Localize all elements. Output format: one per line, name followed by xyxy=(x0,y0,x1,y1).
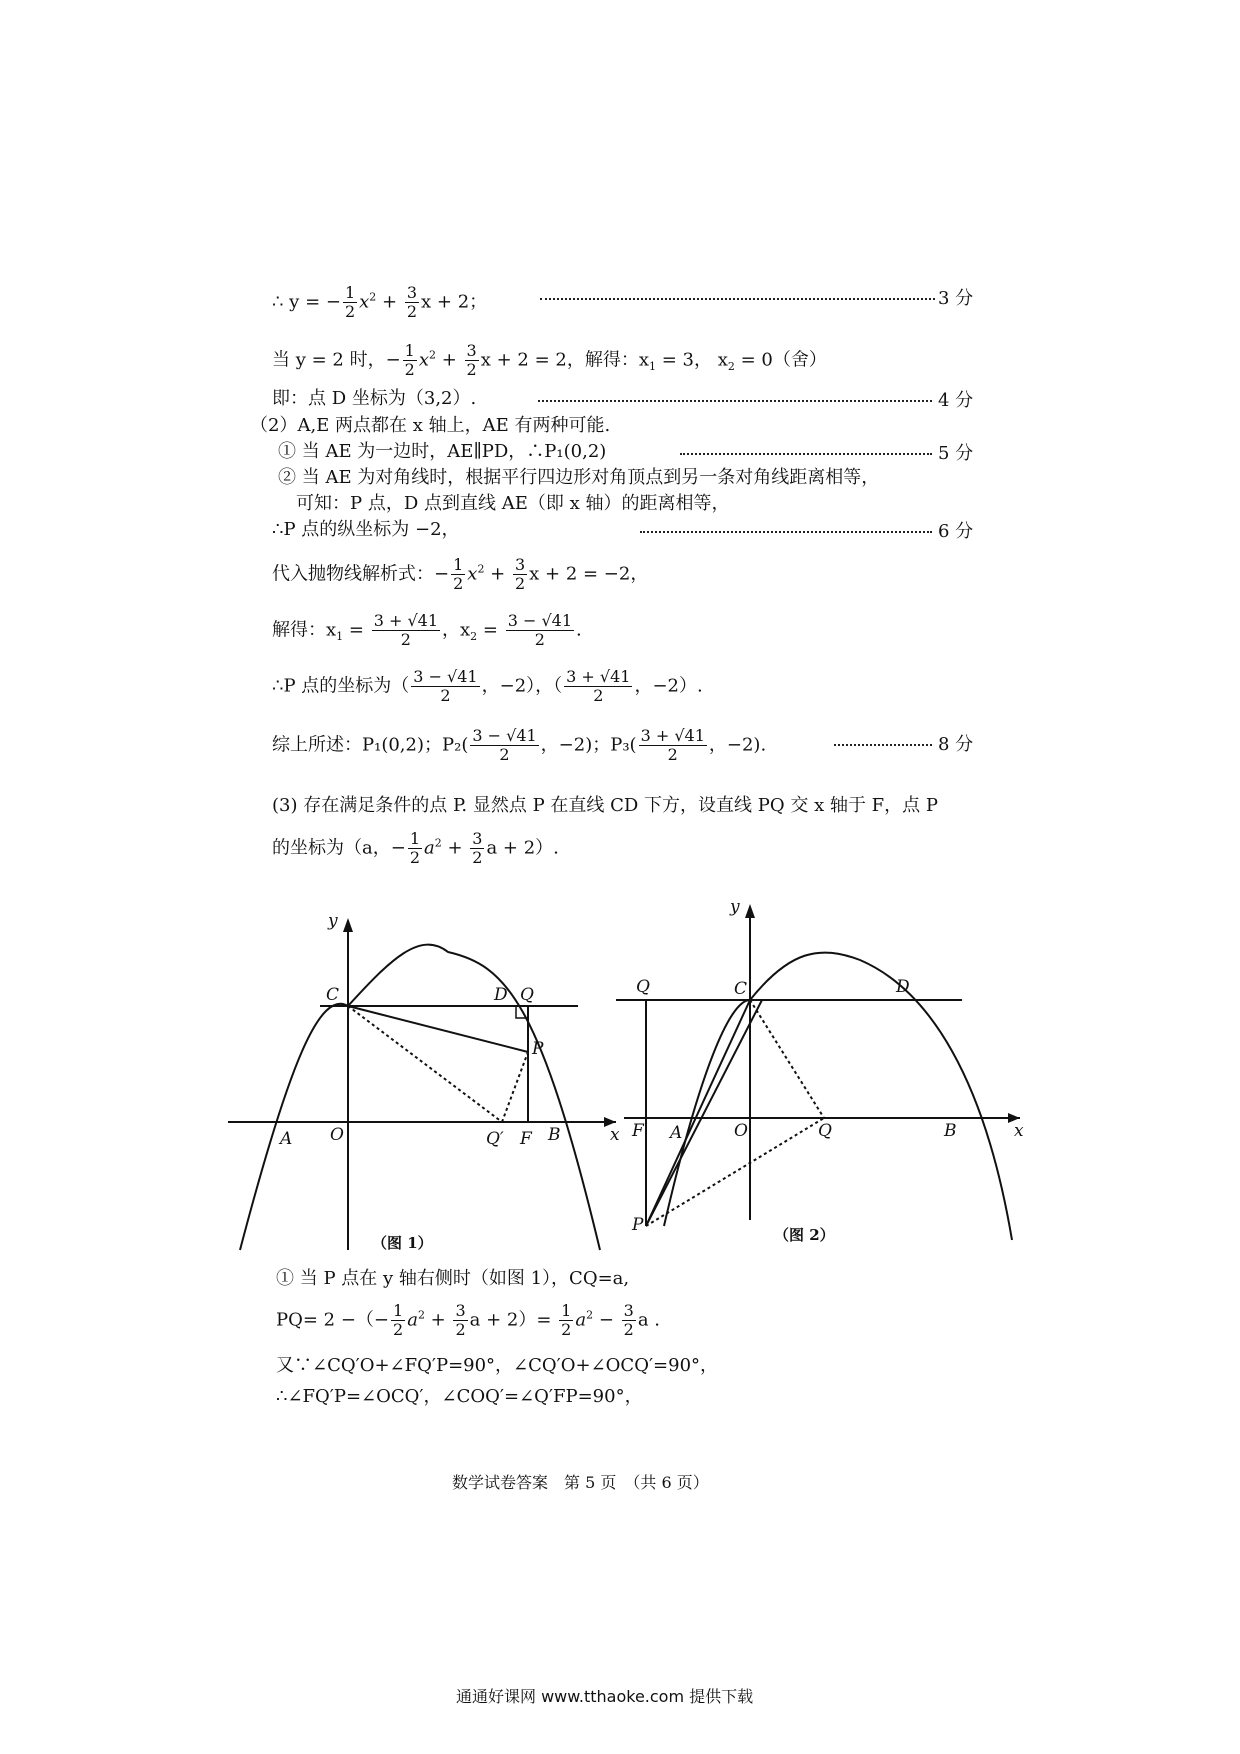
fig2-label-b: B xyxy=(944,1121,957,1141)
p-coords: ∴P 点的坐标为（ $\frac{3 - √41}{2}$ ，−2），（ $\frac{3 + √41}{2}$ ，−2）. xyxy=(272,667,703,705)
substitute: 代入抛物线解析式：− $\frac{1}{2}$ $x^2$ + $\frac{3}{2}$ x + 2 = −2， xyxy=(272,555,649,593)
fig1-label-q-prime: Q′ xyxy=(486,1129,504,1149)
fig1-label-x: x xyxy=(610,1125,620,1145)
p-general: 的坐标为（a，− $\frac{1}{2}$ $a^2$ + $\frac{3}{2}$ a + 2）. xyxy=(272,829,559,867)
fig1-cq-prime xyxy=(348,1006,502,1122)
fig2-label-d: D xyxy=(896,977,910,997)
fig2-label-p: P xyxy=(632,1215,644,1235)
fig2-caption: （图 2） xyxy=(774,1226,835,1244)
fig1-label-a: A xyxy=(280,1129,293,1149)
fig1-y-arrow xyxy=(343,918,353,932)
fig2-label-c: C xyxy=(734,979,748,999)
fig1-label-q: Q xyxy=(520,985,534,1005)
figure-1 xyxy=(228,859,616,1250)
formula-parabola: ∴ y = − $\frac{1}{2}$ $x^2$ + $\frac{3}{2}$ x + 2； xyxy=(272,283,488,321)
fig1-label-c: C xyxy=(326,985,340,1005)
roots: 解得：$x_1$ = $\frac{3 + √41}{2}$ ，$x_2$ = $\frac{3 - √41}{2}$ . xyxy=(272,611,582,649)
pq-expression: PQ= 2 −（− $\frac{1}{2}$ $a^2$ + $\frac{3}{2}$ a + 2）= $\frac{1}{2}$ $a^2$ − $\frac{3}{2}$ a . xyxy=(276,1301,660,1339)
fig1-label-o: O xyxy=(330,1125,344,1145)
point-d: 即：点 D 坐标为（3,2）. xyxy=(272,388,477,409)
case-1: ① 当 AE 为一边时，AE∥PD，∴P₁(0,2) xyxy=(278,441,607,462)
fig2-y-arrow xyxy=(745,904,755,918)
summary: 综上所述：P₁(0,2)；P₂( $\frac{3 - √41}{2}$ ，−2)；P₃( $\frac{3 + √41}{2}$ ，−2). xyxy=(272,726,767,764)
fig2-label-x: x xyxy=(1014,1121,1024,1141)
fig2-parabola xyxy=(664,953,1012,1240)
angle-relation-2: ∴∠FQ′P=∠OCQ′，∠COQ′=∠Q′FP=90°， xyxy=(276,1386,643,1407)
score-3: 3 分 xyxy=(938,288,974,309)
fig1-unused xyxy=(240,859,613,1250)
fig2-pa xyxy=(646,1000,762,1226)
fig2-pc xyxy=(646,1000,750,1226)
fig2-label-y: y xyxy=(730,897,740,917)
fig1-label-p: P xyxy=(532,1039,544,1059)
fig2-label-f: F xyxy=(632,1121,644,1141)
part3-intro: (3) 存在满足条件的点 P. 显然点 P 在直线 CD 下方，设直线 PQ 交 x 轴于 F，点 P xyxy=(272,795,938,816)
score-8: 8 分 xyxy=(938,734,974,755)
score-5: 5 分 xyxy=(938,443,974,464)
fig1-parabola xyxy=(240,945,600,1250)
fig2-label-a: A xyxy=(670,1123,683,1143)
fig2-label-o: O xyxy=(734,1121,748,1141)
part2-intro: （2）A,E 两点都在 x 轴上，AE 有两种可能. xyxy=(250,415,611,436)
fig1-label-b: B xyxy=(548,1125,561,1145)
case-2: ② 当 AE 为对角线时，根据平行四边形对角顶点到另一条对角线距离相等， xyxy=(278,467,880,488)
fig2-cq xyxy=(750,1000,824,1118)
p-ordinate: ∴P 点的纵坐标为 −2， xyxy=(272,519,460,540)
page-footer: 数学试卷答案 第 5 页 （共 6 页） xyxy=(452,1473,709,1492)
fig1-caption: （图 1） xyxy=(372,1234,433,1252)
figure-2-labels xyxy=(631,897,1024,1235)
fig1-qp-prime xyxy=(502,1052,528,1122)
fig1-label-d: D xyxy=(494,985,508,1005)
fig1-label-f: F xyxy=(520,1129,532,1149)
download-credit: 通通好课网 www.tthaoke.com 提供下载 xyxy=(456,1687,754,1706)
figure-1-labels xyxy=(278,911,620,1149)
angle-relation-1: 又∵∠CQ′O+∠FQ′P=90°，∠CQ′O+∠OCQ′=90°， xyxy=(276,1355,719,1376)
fig1-cp xyxy=(348,1006,528,1052)
part3-case1: ① 当 P 点在 y 轴右侧时（如图 1），CQ=a, xyxy=(276,1268,630,1289)
figure-2 xyxy=(616,904,1020,1240)
fig2-label-q: Q xyxy=(636,977,650,997)
score-4: 4 分 xyxy=(938,390,974,411)
fig1-label-y: y xyxy=(328,911,338,931)
solve-y2: 当 y = 2 时，− $\frac{1}{2}$ $x^2$ + $\frac{3}{2}$ x + 2 = 2，解得：$x_1 = 3$， $x_2 = 0$（舍） xyxy=(272,341,827,379)
score-6: 6 分 xyxy=(938,521,974,542)
fig2-label-q2: Q xyxy=(818,1121,832,1141)
case-2-cont: 可知：P 点，D 点到直线 AE（即 x 轴）的距离相等， xyxy=(296,493,730,514)
